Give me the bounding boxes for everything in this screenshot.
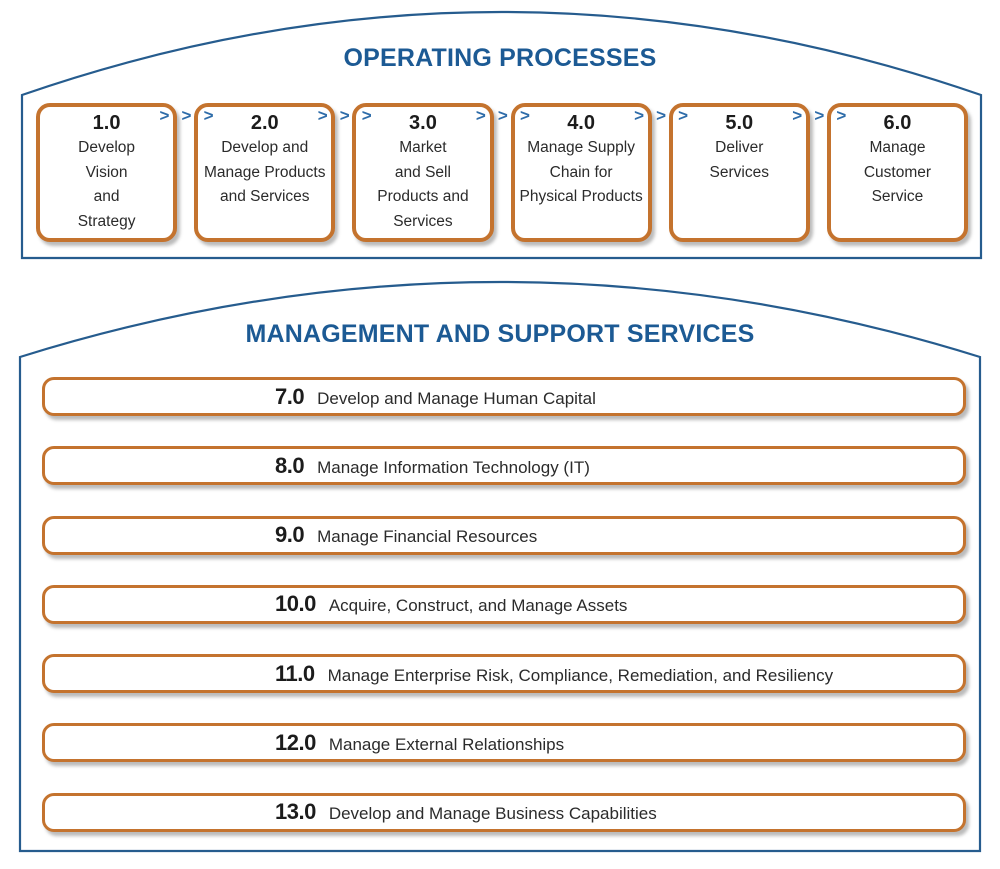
- chevron-right-icon: >: [203, 106, 214, 125]
- support-bar-12: [42, 723, 966, 762]
- process-label-line: Vision: [85, 163, 128, 181]
- chevron-right-icon: >: [339, 106, 350, 125]
- support-bar-13: [42, 793, 966, 832]
- process-box-5: [669, 103, 810, 242]
- process-number: 2.0: [250, 112, 279, 134]
- support-bar-10: [42, 585, 966, 624]
- process-number: 4.0: [567, 112, 595, 134]
- process-label-line: Service: [871, 188, 924, 205]
- process-label-line: Physical Products: [519, 188, 643, 205]
- process-label-line: Products and: [377, 188, 469, 205]
- support-bar-8: [42, 446, 966, 485]
- process-box-2: [194, 103, 335, 242]
- chevron-right-icon: >: [317, 106, 328, 125]
- process-label-line: Customer: [863, 163, 932, 181]
- management-support-title: MANAGEMENT AND SUPPORT SERVICES: [245, 320, 755, 348]
- flow-chevrons-4-5: [634, 106, 688, 126]
- support-bar-number: 10.0: [275, 591, 316, 617]
- process-box-3: [352, 103, 493, 242]
- support-bar-label: Manage Enterprise Risk, Compliance, Remediation, and Resiliency: [327, 665, 834, 685]
- process-label-line: and Services: [219, 188, 310, 205]
- support-bar-number: 9.0: [275, 522, 305, 548]
- chevron-right-icon: >: [792, 106, 803, 125]
- flow-chevrons-5-6: [792, 106, 846, 126]
- support-bar-7: [42, 377, 966, 416]
- support-bar-11: [42, 654, 966, 693]
- flow-chevrons-3-4: [476, 106, 530, 126]
- process-label-line: and Sell: [394, 163, 451, 181]
- support-service-bars: [42, 377, 966, 832]
- process-label-line: Chain for: [549, 163, 613, 181]
- process-label-line: Strategy: [77, 212, 136, 230]
- chevron-right-icon: >: [497, 106, 508, 125]
- chevron-right-icon: >: [361, 106, 372, 125]
- process-box-4: [511, 103, 652, 242]
- process-box-6: [827, 103, 968, 242]
- process-label-line: and: [93, 188, 120, 205]
- operating-processes-title: OPERATING PROCESSES: [343, 44, 657, 72]
- support-bar-label: Develop and Manage Human Capital: [317, 388, 596, 408]
- process-label-line: Deliver: [715, 139, 764, 156]
- process-label-line: Market: [399, 139, 447, 156]
- support-bar-label: Manage Financial Resources: [317, 527, 538, 547]
- support-bar-number: 7.0: [275, 383, 305, 409]
- support-bar-number: 8.0: [275, 452, 305, 478]
- chevron-right-icon: >: [475, 106, 486, 125]
- process-box-1: [36, 103, 177, 242]
- support-bar-label: Develop and Manage Business Capabilities: [328, 804, 657, 824]
- process-label-line: Develop and: [221, 139, 309, 156]
- chevron-right-icon: >: [519, 106, 530, 125]
- support-bar-label: Manage Information Technology (IT): [317, 457, 590, 477]
- support-bar-9: [42, 516, 966, 555]
- support-bar-label: Acquire, Construct, and Manage Assets: [328, 596, 628, 616]
- process-number: 3.0: [409, 112, 437, 134]
- process-number: 1.0: [92, 112, 121, 134]
- chevron-right-icon: >: [181, 106, 192, 125]
- chevron-right-icon: >: [656, 106, 667, 125]
- chevron-right-icon: >: [836, 106, 847, 125]
- support-bar-label: Manage External Relationships: [328, 734, 565, 754]
- support-bar-number: 11.0: [275, 660, 315, 686]
- process-label-line: Manage: [869, 139, 926, 156]
- chevron-right-icon: >: [678, 106, 689, 125]
- process-label-line: Services: [709, 163, 769, 181]
- process-label-line: Services: [393, 212, 453, 230]
- flow-chevrons-1-2: [160, 106, 214, 126]
- process-label-line: Manage Products: [204, 163, 326, 181]
- process-label-line: Develop: [78, 139, 136, 156]
- process-label-line: Manage Supply: [527, 139, 635, 156]
- chevron-right-icon: >: [634, 106, 645, 125]
- support-bar-number: 12.0: [275, 729, 316, 755]
- flow-chevrons-2-3: [318, 106, 372, 126]
- chevron-right-icon: >: [814, 106, 825, 125]
- process-number: 6.0: [883, 112, 912, 134]
- chevron-right-icon: >: [159, 106, 170, 125]
- process-number: 5.0: [725, 112, 754, 134]
- support-bar-number: 13.0: [275, 799, 316, 825]
